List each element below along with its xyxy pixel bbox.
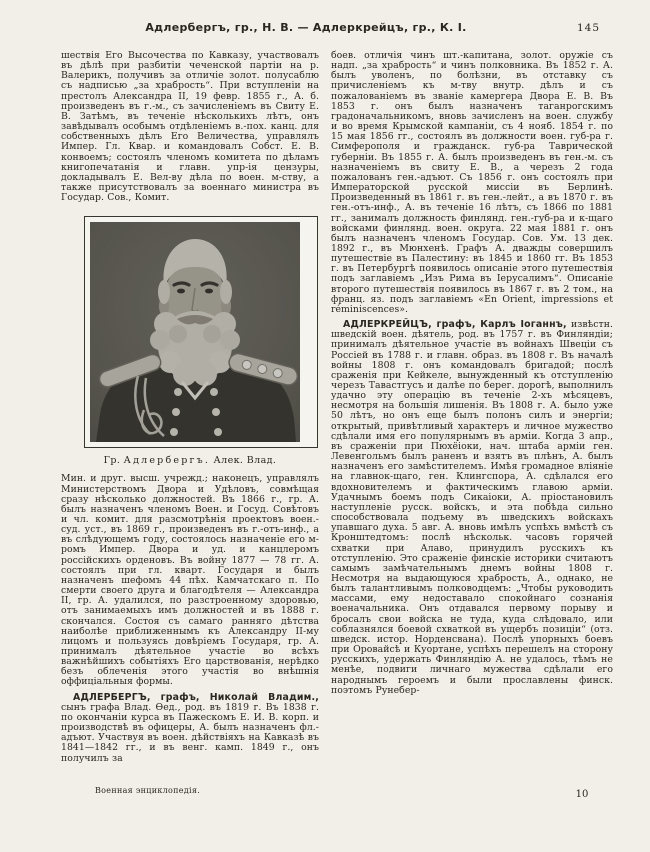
- left-column: [61, 51, 319, 764]
- entry-text-adlerberg: сынъ графа Влад. Ѳед., род. въ 1819 г. Въ 1838 г. по окончаніи курса въ Пажескомъ Е. И. В. корп. и производствѣ въ офицеры, А. былъ назначенъ фл.-адъют. Участвуя въ воен. дѣйствіяхъ на Кавказѣ въ 1841—1842 гг., и въ венг. камп. 1849 г., онъ получилъ за: [61, 701, 319, 764]
- entry-text-adlerkreutz: извѣстн. шведскій воен. дѣятель, род. въ 1757 г. въ Финляндіи; принималъ дѣятельное участіе въ войнахъ Швеціи съ Россіей въ 1788 г. и главн. образ. въ 1808 г. Въ началѣ войны 1808 г. онъ командовалъ бригадой; послѣ сраженія при Кейкеле, вынужденный къ отступленію черезъ Тавастгусъ и далѣе по берег. дорогѣ, выполнилъ удачно эту операцію въ теченіе 2-хъ мѣсяцевъ, несмотря на большія лишенія. Въ 1808 г. А. было уже 50 лѣтъ, но онъ еще былъ полонъ силъ и энергіи; открытый, привѣтливый характеръ и личное мужество сдѣлали имя его популярнымъ въ арміи. Когда 3 апр., въ сраженіи при Пюхёіоки, нач. штаба арміи ген. Левенгольмъ былъ раненъ и взятъ въ плѣнъ, А. былъ назначенъ его замѣстителемъ. Имѣя громадное вліяніе на главнок-щаго, ген. Клингспора, А. сдѣлался его вдохновителемъ и фактическимъ главою арміи. Удачнымъ боемъ подъ Сикаіоки, А. пріостановилъ наступленіе русск. войскъ, и эта побѣда сильно способствовала подъему въ шведскихъ войскахъ упавшаго духа. 5 авг. А. вновь имѣлъ успѣхъ вмѣстѣ съ Кронштедтомъ: послѣ нѣскольк. часовъ горячей схватки при Алаво, принудилъ русскихъ къ отступленію. Это сраженіе финскіе историки считаютъ самымъ замѣчательнымъ днемъ войны 1808 г. Несмотря на выдающуюся храбрость, А., однако, не былъ талантливымъ полководцемъ: „Чтобы руководить массами, ему недоставало спокойнаго сознанія военачальника. Онъ отдавался первому порыву и бросалъ свои войска не туда, куда слѣдовало, или соблазнялся боевой схваткой въ ущербъ позиціи“ (отз. шведск. истор. Норденсвана). Послѣ упорныхъ боевъ при Оровайсѣ и Куортане, успѣхъ перешелъ на сторону русскихъ, удержать Финляндію А. не удалось, тѣмъ не менѣе, подвиги личнаго мужества сдѣлали его народнымъ героемъ и были прославлены финск. поэтомъ Рунебер-: [331, 319, 613, 696]
- right-column: [331, 51, 613, 696]
- figure-caption-prefix: Гр.: [103, 455, 124, 467]
- entry-headword-adlerkreutz: АДЛЕРКРЕЙЦЪ, графъ, Карлъ Іоганнъ,: [343, 319, 567, 331]
- entry-adlerkreutz-karl: [331, 320, 613, 696]
- entry-adlerberg-nikolai: [61, 693, 319, 764]
- footer-imprint: Военная энциклопедія.: [95, 786, 201, 795]
- figure-caption-name: Адлербергъ.: [123, 455, 211, 467]
- paragraph-adlerberg-vf-end: Мин. и друг. высш. учрежд.; наконецъ, управлялъ Министерствомъ Двора и Удѣловъ, совмѣщая сразу нѣсколько должностей. Въ 1866 г., гр. А. былъ назначенъ членомъ Воен. и Госуд. Совѣтовъ и чл. комит. для разсмотрѣнія проектовъ воен.-суд. уст., въ 1869 г., произведенъ въ г.-отъ-инф., а въ слѣдующемъ году, состоялось назначеніе его м-ромъ Импер. Двора и уд. и канцлеромъ россійскихъ орденовъ. Въ войну 1877 — 78 гг. А. состоялъ при гл. кварт. Государя и былъ назначенъ шефомъ 44 пѣх. Камчатскаго п. По смерти своего друга и благодѣтеля — Александра II, гр. А. удалился, по разстроенному здоровью, отъ занимаемыхъ имъ должностей и въ 1888 г. скончался. Состоя съ самаго ранняго дѣтства наиболѣе приближеннымъ къ Александру II-му лицомъ и пользуясь довѣріемъ Государя, гр. А. принималъ дѣятельное участіе во всѣхъ важнѣйшихъ событіяхъ Его царствованія, нерѣдко безъ облеченія этого участія во внѣшнія оффиціальныя формы.: [61, 473, 319, 688]
- running-head-title: Адлербергъ, гр., Н. В. — Адлеркрейцъ, гр., К. I.: [145, 21, 467, 34]
- entry-headword-adlerberg: АДЛЕРБЕРГЪ, графъ, Николай Владим.,: [73, 691, 319, 703]
- page-number-bottom: 10: [575, 789, 589, 800]
- paragraph-adlerberg-vf-continuation: шествія Его Высочества по Кавказу, участвовалъ въ дѣлѣ при разбитіи чеченской партіи на р. Валерикъ, получивъ за отличіе золот. полусаблю съ надписью „за храбрость“. При вступленіи на престолъ Александра II, 19 февр. 1855 г., А. б. произведенъ въ г.-м., съ зачисленіемъ въ Свиту Е. В. Затѣмъ, въ теченіе нѣсколькихъ лѣтъ, онъ завѣдывалъ особымъ отдѣленіемъ в.-пох. канц. для собственныхъ дѣлъ Его Величества, управлялъ Импер. Гл. Квар. и командовалъ Собст. Е. В. конвоемъ; состоялъ членомъ комитета по дѣламъ книгопечатанія и главн. упр-ія цензуры, докладывалъ Е. Вел-ву дѣла по воен. м-ству, а также присутствовалъ за военнаго министра въ Государ. Сов., Комит.: [61, 50, 319, 204]
- portrait-figure: [84, 216, 318, 448]
- page-number-top: 145: [576, 22, 600, 34]
- portrait-image: [90, 222, 300, 442]
- figure-caption: [61, 455, 319, 466]
- figure-caption-suffix: Алек. Влад.: [210, 455, 277, 467]
- paragraph-adlerberg-nikolai-continuation: боев. отличія чинъ шт.-капитана, золот. оружіе съ надп. „за храбрость“ и чинъ полковника. Въ 1852 г. А. былъ уволенъ, по болѣзни, въ отставку съ причисленіемъ къ м-тву внутр. дѣлъ и съ пожалованіемъ въ званіе камергера Двора Е. В. Въ 1853 г. онъ былъ назначенъ таганрогскимъ градоначальникомъ, вновь зачисленъ на воен. службу и во время Крымской кампаніи, съ 4 нояб. 1854 г. по 15 мая 1856 гг., состоялъ въ должности воен. губ-ра г. Симферополя и гражданск. губ-ра Таврической губерніи. Въ 1855 г. А. былъ произведенъ въ ген.-м. съ назначеніемъ въ свиту Е. В., а черезъ 2 года пожалованъ ген.-адъют. Съ 1856 г. онъ состоялъ при Императорской русской миссіи въ Берлинѣ. Произведенный въ 1861 г. въ ген.-лейт., а въ 1870 г. въ ген.-отъ-инф., А. въ теченіе 16 лѣтъ, съ 1866 по 1881 гг., занималъ должность финлянд. ген.-губ-ра и к-щаго войсками финлянд. воен. округа. 22 мая 1881 г. онъ былъ назначенъ членомъ Государ. Сов. Ум. 13 дек. 1892 г., въ Мюнхенѣ. Графъ А. дважды совершилъ путешествіе въ Палестину: въ 1845 и 1860 гг. Въ 1853 г. въ Петербургѣ появилось описаніе этого путешествія подъ заглавіемъ „Изъ Рима въ Іерусалимъ“. Описаніе второго путешествія появилось въ 1867 г. въ 2 том., на франц. яз. подъ заглавіемъ «En Orient, impressions et réminiscences».: [331, 50, 613, 315]
